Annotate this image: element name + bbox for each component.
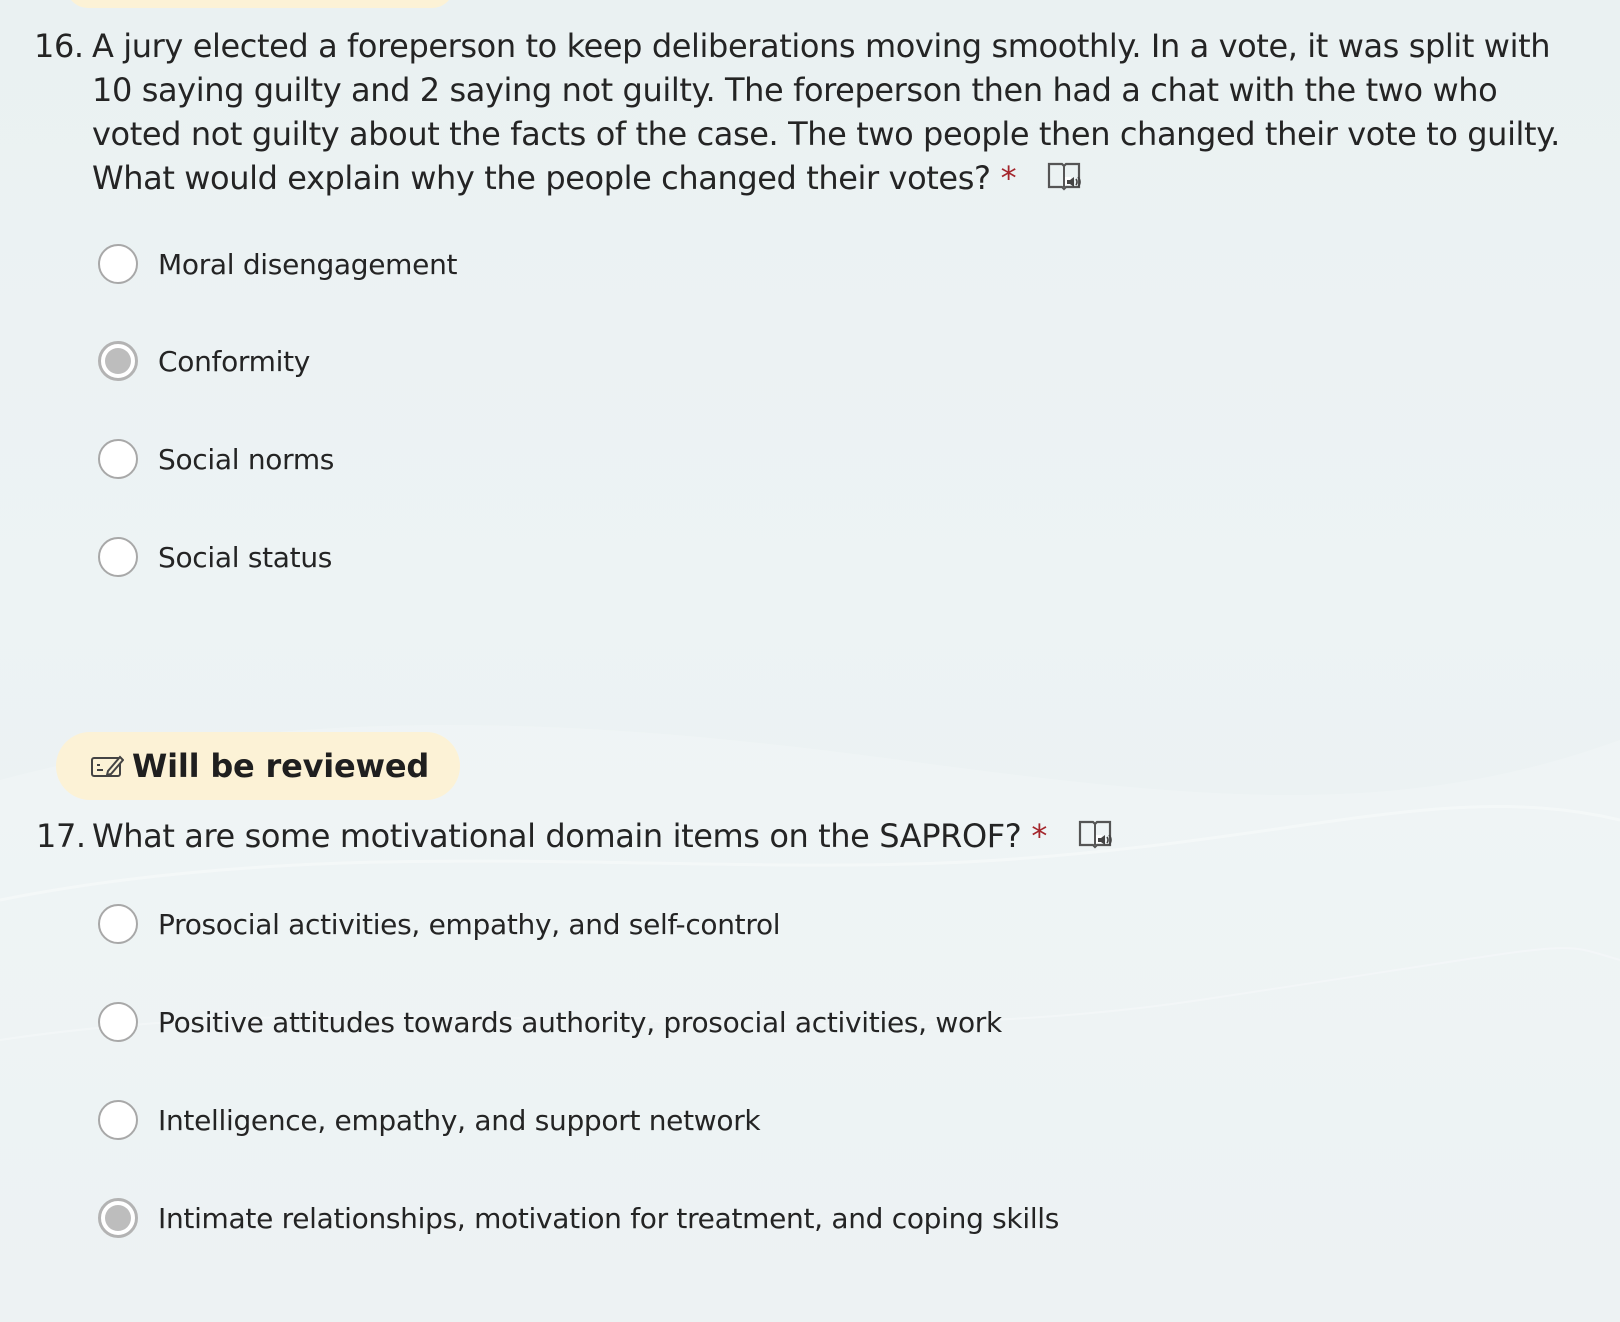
option-label: Intelligence, empathy, and support network xyxy=(158,1103,761,1137)
radio-button[interactable] xyxy=(98,1002,138,1042)
radio-button[interactable] xyxy=(98,244,138,284)
radio-button-selected[interactable] xyxy=(98,341,138,381)
question-number: 16. xyxy=(34,27,84,65)
required-asterisk: * xyxy=(1031,817,1047,855)
question-number: 17. xyxy=(36,817,86,855)
option-label: Conformity xyxy=(158,344,311,378)
previous-review-badge xyxy=(66,0,454,8)
question-prompt: A jury elected a foreperson to keep deliberations moving smoothly. In a vote, it was split with 10 saying guilty and 2 saying not guilty. The foreperson then had a chat with the two who voted not guilty about the facts of the case. The two people then changed their vote to guilty. What would explain why the people changed their votes? xyxy=(92,27,1560,197)
option-label: Prosocial activities, empathy, and self-control xyxy=(158,907,781,941)
review-icon xyxy=(90,753,124,779)
option-intimate-relationships[interactable] xyxy=(98,1196,1059,1240)
option-social-norms[interactable] xyxy=(98,437,334,481)
option-label: Positive attitudes towards authority, prosocial activities, work xyxy=(158,1005,1002,1039)
radio-button[interactable] xyxy=(98,439,138,479)
option-intelligence-empathy[interactable] xyxy=(98,1098,760,1142)
option-label: Social norms xyxy=(158,442,335,476)
option-label: Intimate relationships, motivation for treatment, and coping skills xyxy=(158,1201,1060,1235)
option-social-status[interactable] xyxy=(98,535,332,579)
radio-button[interactable] xyxy=(98,1100,138,1140)
question-text xyxy=(92,24,1562,200)
option-moral-disengagement[interactable] xyxy=(98,242,457,286)
will-be-reviewed-badge xyxy=(56,732,460,800)
question-prompt: What are some motivational domain items on the SAPROF? xyxy=(92,817,1022,855)
immersive-reader-icon[interactable] xyxy=(1046,161,1082,195)
option-prosocial-activities[interactable] xyxy=(98,902,780,946)
question-text xyxy=(92,814,1562,858)
radio-button[interactable] xyxy=(98,537,138,577)
immersive-reader-icon[interactable] xyxy=(1077,819,1113,853)
radio-button[interactable] xyxy=(98,904,138,944)
required-asterisk: * xyxy=(1000,159,1017,197)
option-positive-attitudes[interactable] xyxy=(98,1000,1002,1044)
option-label: Moral disengagement xyxy=(158,247,458,281)
option-conformity[interactable] xyxy=(98,339,310,383)
radio-button-selected[interactable] xyxy=(98,1198,138,1238)
badge-label: Will be reviewed xyxy=(132,747,430,785)
option-label: Social status xyxy=(158,540,333,574)
